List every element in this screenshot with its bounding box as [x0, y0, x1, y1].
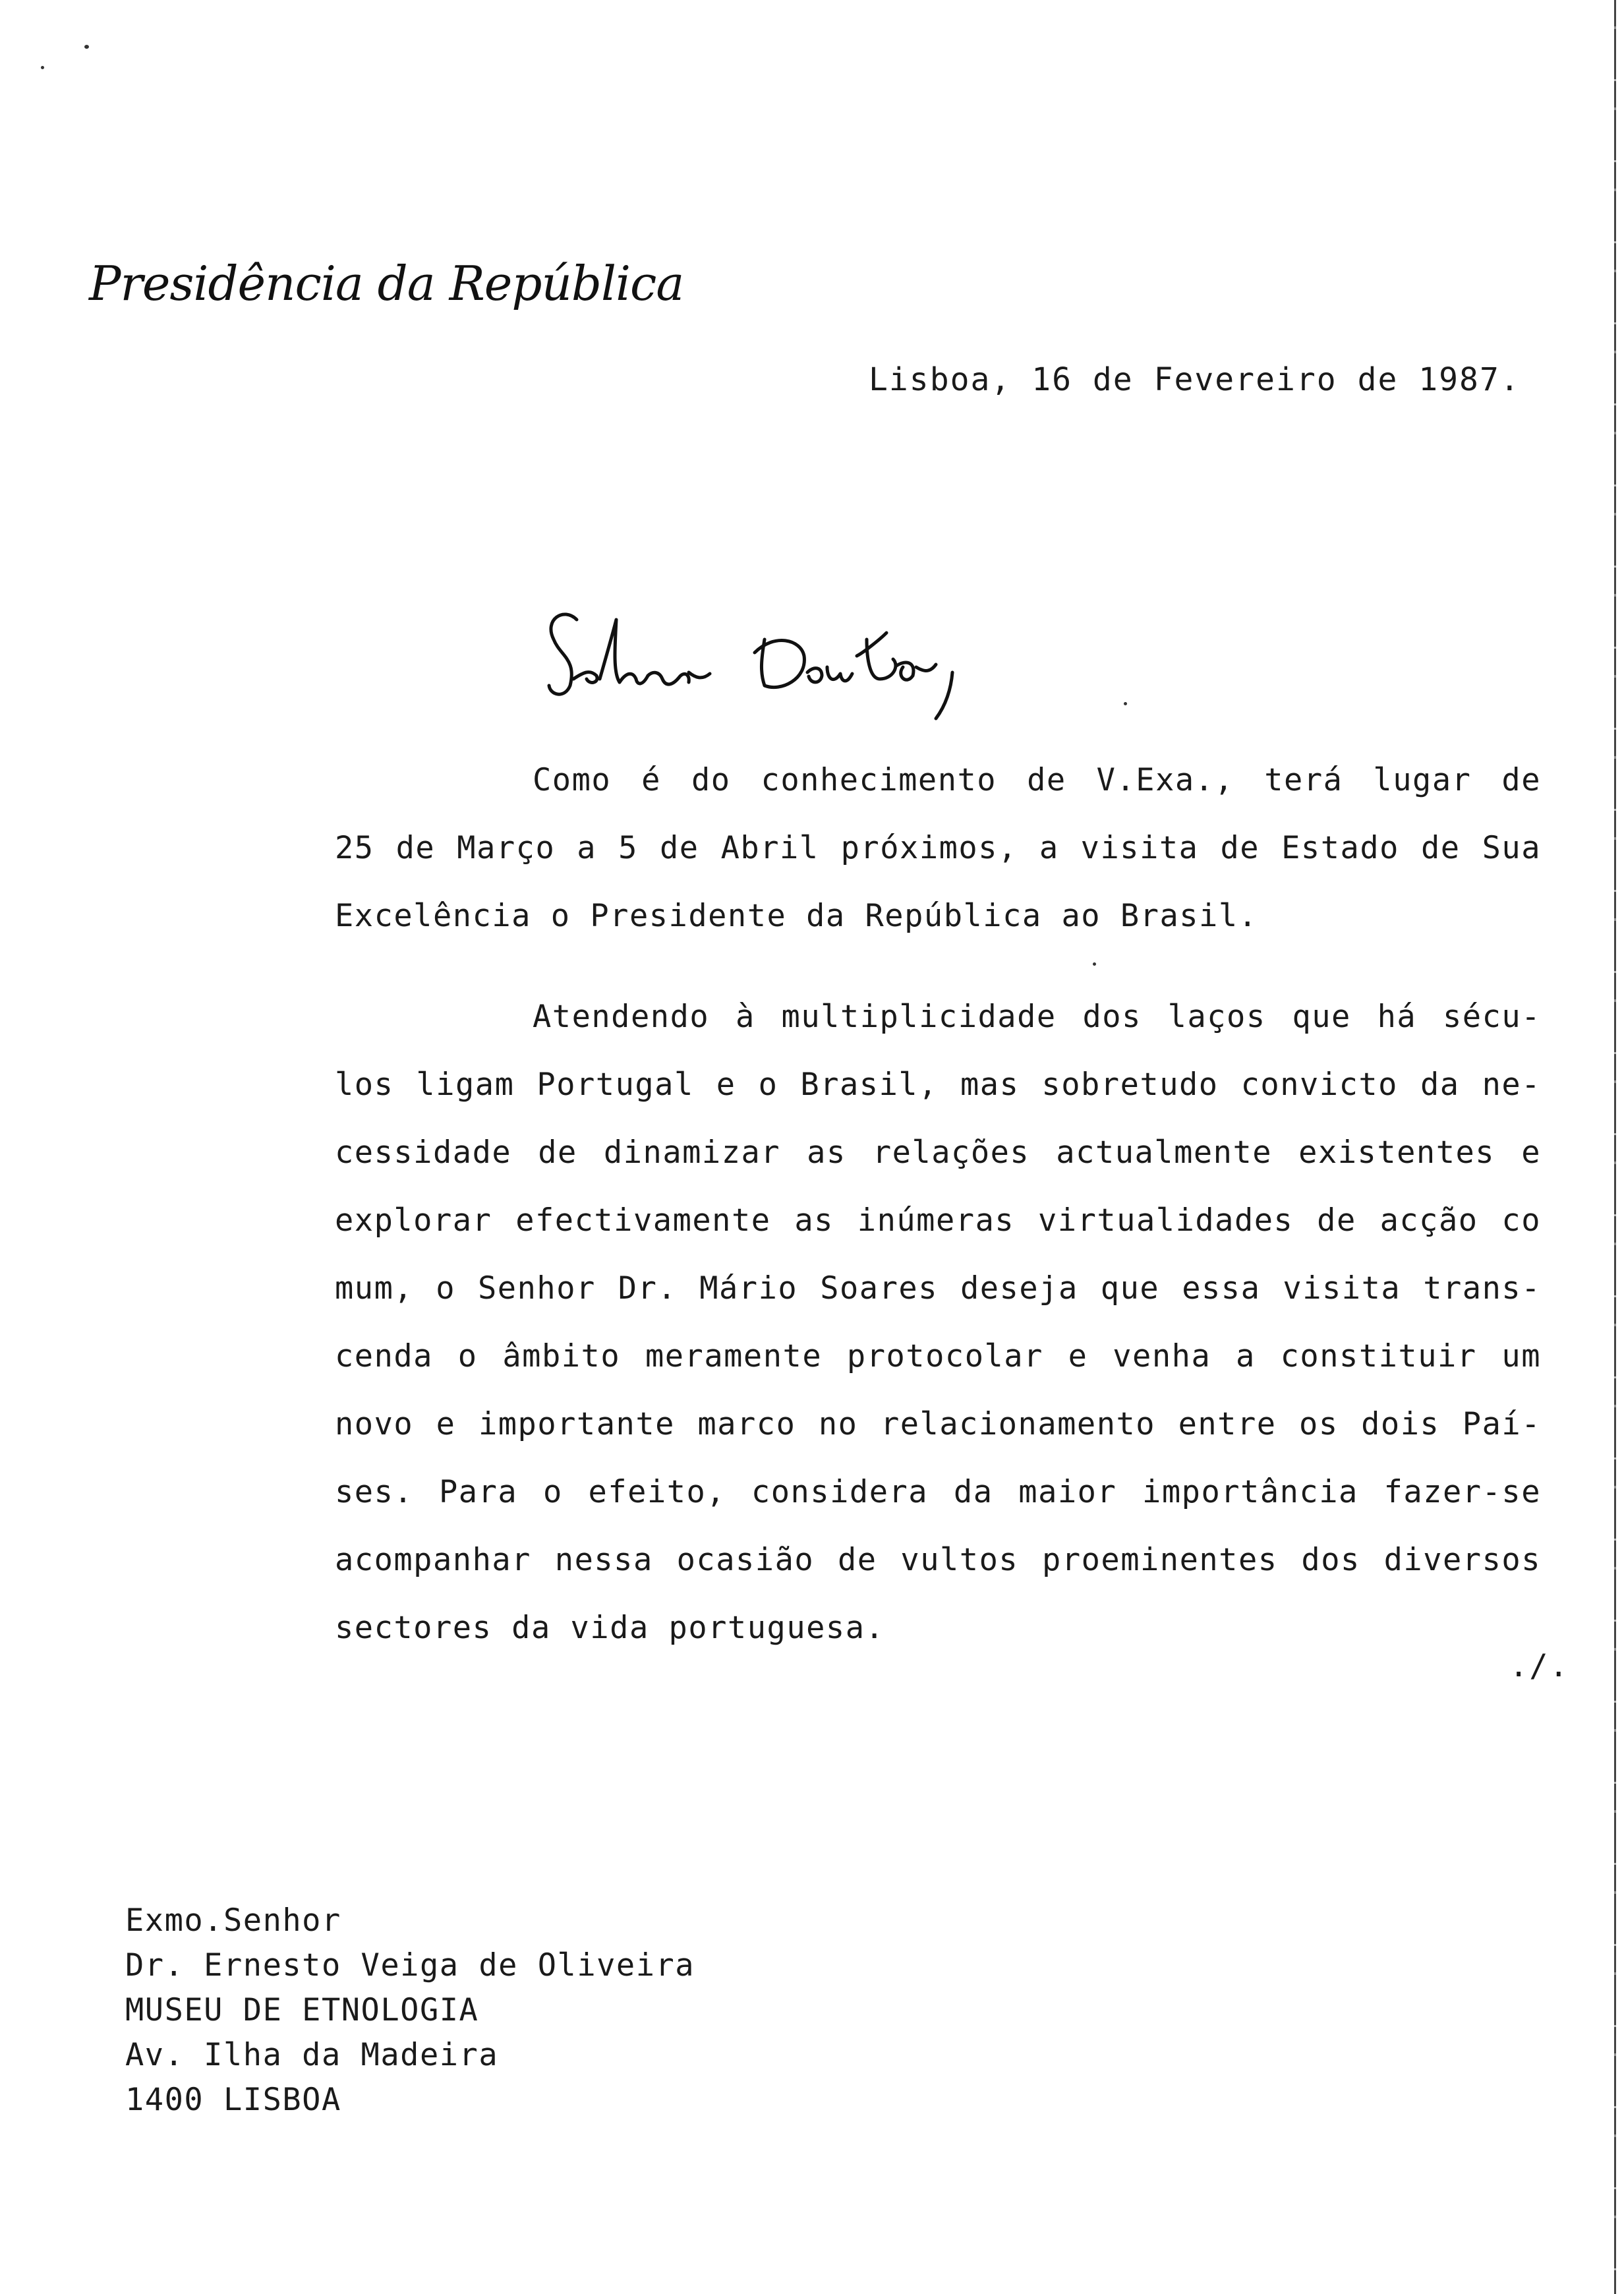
letterhead-script: Presidência da República: [89, 256, 684, 311]
paragraph-line: 25 de Março a 5 de Abril próximos, a visita de Estado de Sua: [335, 830, 1541, 866]
paragraph-line: sectores da vida portuguesa.: [335, 1610, 885, 1646]
paragraph-line: Atendendo à multiplicidade dos laços que há sécu-: [533, 999, 1541, 1035]
paragraph-line: mum, o Senhor Dr. Mário Soares deseja que essa visita trans-: [335, 1270, 1541, 1307]
paragraph-line: acompanhar nessa ocasião de vultos proeminentes dos diversos: [335, 1542, 1541, 1578]
paragraph-line: cessidade de dinamizar as relações actualmente existentes e: [335, 1134, 1541, 1171]
scan-speck: [41, 66, 44, 69]
paragraph-2: [335, 983, 1541, 1662]
letterhead: [89, 241, 682, 326]
continuation-mark: ./.: [1509, 1648, 1569, 1684]
paragraph-1: [335, 746, 1541, 950]
paragraph-line: cenda o âmbito meramente protocolar e venha a constituir um: [335, 1338, 1541, 1374]
paragraph-line: explorar efectivamente as inúmeras virtualidades de acção co: [335, 1202, 1541, 1239]
letter-body: [335, 746, 1541, 1662]
address-line: 1400 LISBOA: [125, 2082, 341, 2118]
paragraph-spacer: [335, 950, 1541, 983]
address-line: Exmo.Senhor: [125, 1902, 341, 1939]
recipient-address: [125, 1898, 695, 2123]
address-line: Dr. Ernesto Veiga de Oliveira: [125, 1947, 695, 1984]
letter-date: Lisboa, 16 de Fevereiro de 1987.: [869, 361, 1521, 398]
paragraph-line: Como é do conhecimento de V.Exa., terá lugar de: [533, 762, 1541, 798]
address-line: Av. Ilha da Madeira: [125, 2037, 499, 2073]
paragraph-line: los ligam Portugal e o Brasil, mas sobretudo convicto da ne-: [335, 1067, 1541, 1103]
paragraph-line: novo e importante marco no relacionamento entre os dois Paí-: [335, 1406, 1541, 1442]
scan-edge-line: [1614, 0, 1616, 2294]
scan-speck: [84, 45, 89, 49]
scan-speck: [1124, 702, 1127, 705]
salutation-signature-drawing: [537, 593, 999, 745]
address-line: MUSEU DE ETNOLOGIA: [125, 1992, 479, 2028]
handwritten-salutation: [537, 593, 999, 745]
paragraph-line: ses. Para o efeito, considera da maior importância fazer-se: [335, 1474, 1541, 1510]
paragraph-line: Excelência o Presidente da República ao Brasil.: [335, 898, 1258, 934]
